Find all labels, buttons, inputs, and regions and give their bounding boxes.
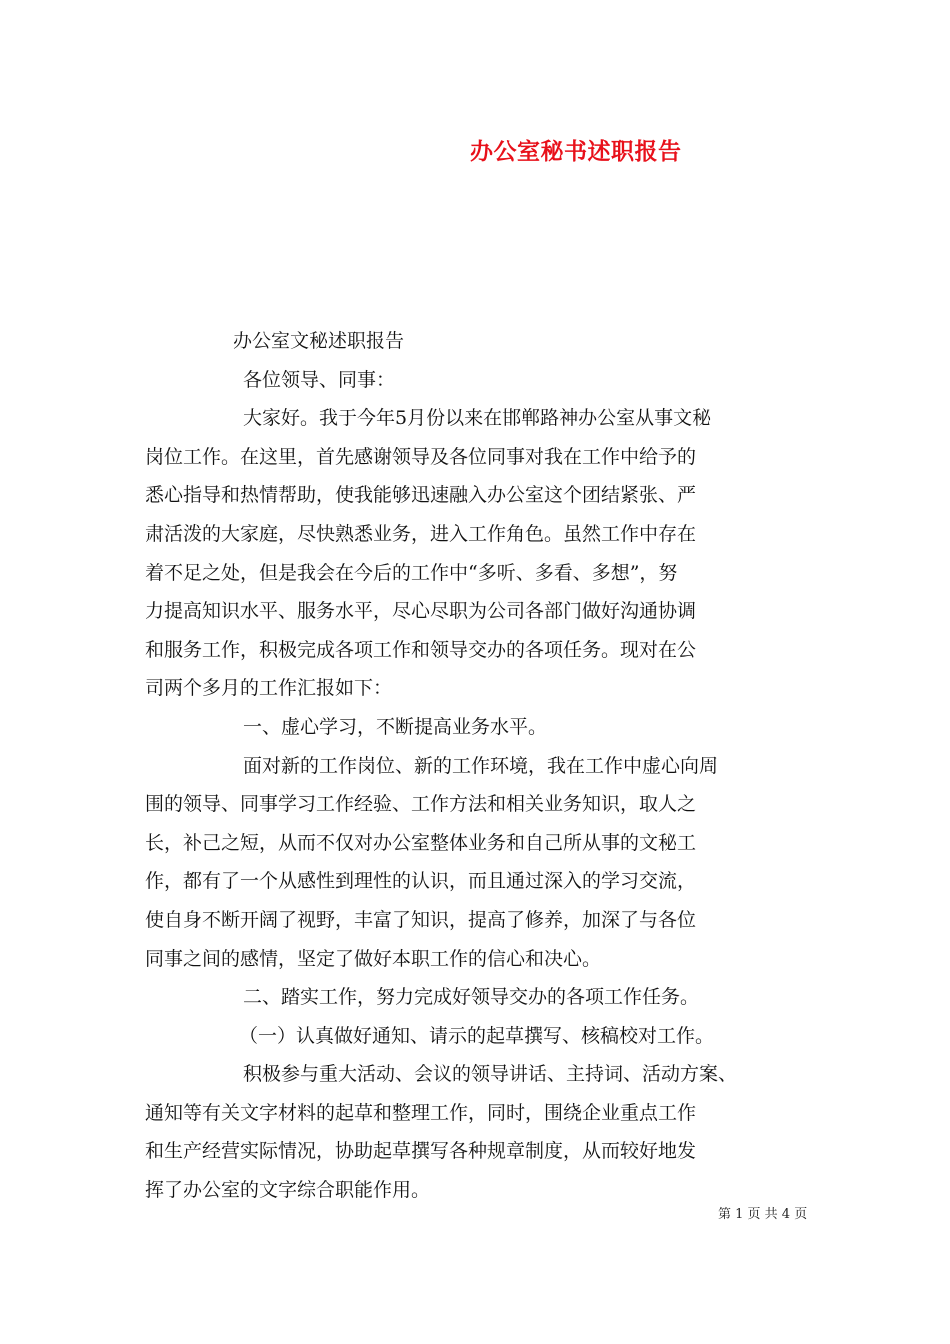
paragraph-line: 长，补己之短，从而不仅对办公室整体业务和自己所从事的文秘工 — [145, 831, 697, 854]
paragraph-line: 悉心指导和热情帮助，使我能够迅速融入办公室这个团结紧张、严 — [145, 484, 697, 507]
paragraph-line: 大家好。我于今年5月份以来在邯郸路神办公室从事文秘 — [243, 407, 712, 430]
paragraph-line: 面对新的工作岗位、新的工作环境，我在工作中虚心向周 — [243, 754, 719, 777]
document-body — [145, 322, 825, 1210]
section-heading: 二、踏实工作，努力完成好领导交办的各项工作任务。 — [243, 986, 700, 1009]
paragraph-line: 使自身不断开阔了视野，丰富了知识，提高了修养，加深了与各位 — [145, 908, 697, 931]
paragraph-line: 着不足之处，但是我会在今后的工作中“多听、多看、多想”，努 — [145, 561, 678, 584]
section-heading: 一、虚心学习，不断提高业务水平。 — [243, 715, 548, 738]
paragraph-line: 挥了办公室的文字综合职能作用。 — [145, 1179, 431, 1202]
page-number: 第 1 页 共 4 页 — [718, 1207, 808, 1222]
paragraph-line: 同事之间的感情，坚定了做好本职工作的信心和决心。 — [145, 947, 602, 970]
document-title: 办公室秘书述职报告 — [470, 138, 682, 165]
paragraph-line: 围的领导、同事学习工作经验、工作方法和相关业务知识，取人之 — [145, 793, 697, 816]
paragraph-line: 力提高知识水平、服务水平，尽心尽职为公司各部门做好沟通协调 — [145, 600, 697, 623]
subtitle-line: 办公室文秘述职报告 — [233, 330, 405, 352]
paragraph-line: 肃活泼的大家庭，尽快熟悉业务，进入工作角色。虽然工作中存在 — [145, 522, 697, 545]
subsection-heading: （一）认真做好通知、请示的起草撰写、核稿校对工作。 — [239, 1024, 715, 1047]
paragraph-line: 和服务工作，积极完成各项工作和领导交办的各项任务。现对在公 — [145, 638, 697, 661]
paragraph-line: 岗位工作。在这里，首先感谢领导及各位同事对我在工作中给予的 — [145, 445, 697, 468]
paragraph-line: 和生产经营实际情况，协助起草撰写各种规章制度，从而较好地发 — [145, 1140, 697, 1163]
paragraph-line: 通知等有关文字材料的起草和整理工作，同时，围绕企业重点工作 — [145, 1101, 697, 1124]
paragraph-line: 积极参与重大活动、会议的领导讲话、主持词、活动方案、 — [243, 1063, 738, 1086]
paragraph-line: 司两个多月的工作汇报如下： — [145, 677, 393, 700]
salutation-line: 各位领导、同事： — [243, 368, 396, 391]
paragraph-line: 作，都有了一个从感性到理性的认识，而且通过深入的学习交流， — [145, 870, 697, 893]
